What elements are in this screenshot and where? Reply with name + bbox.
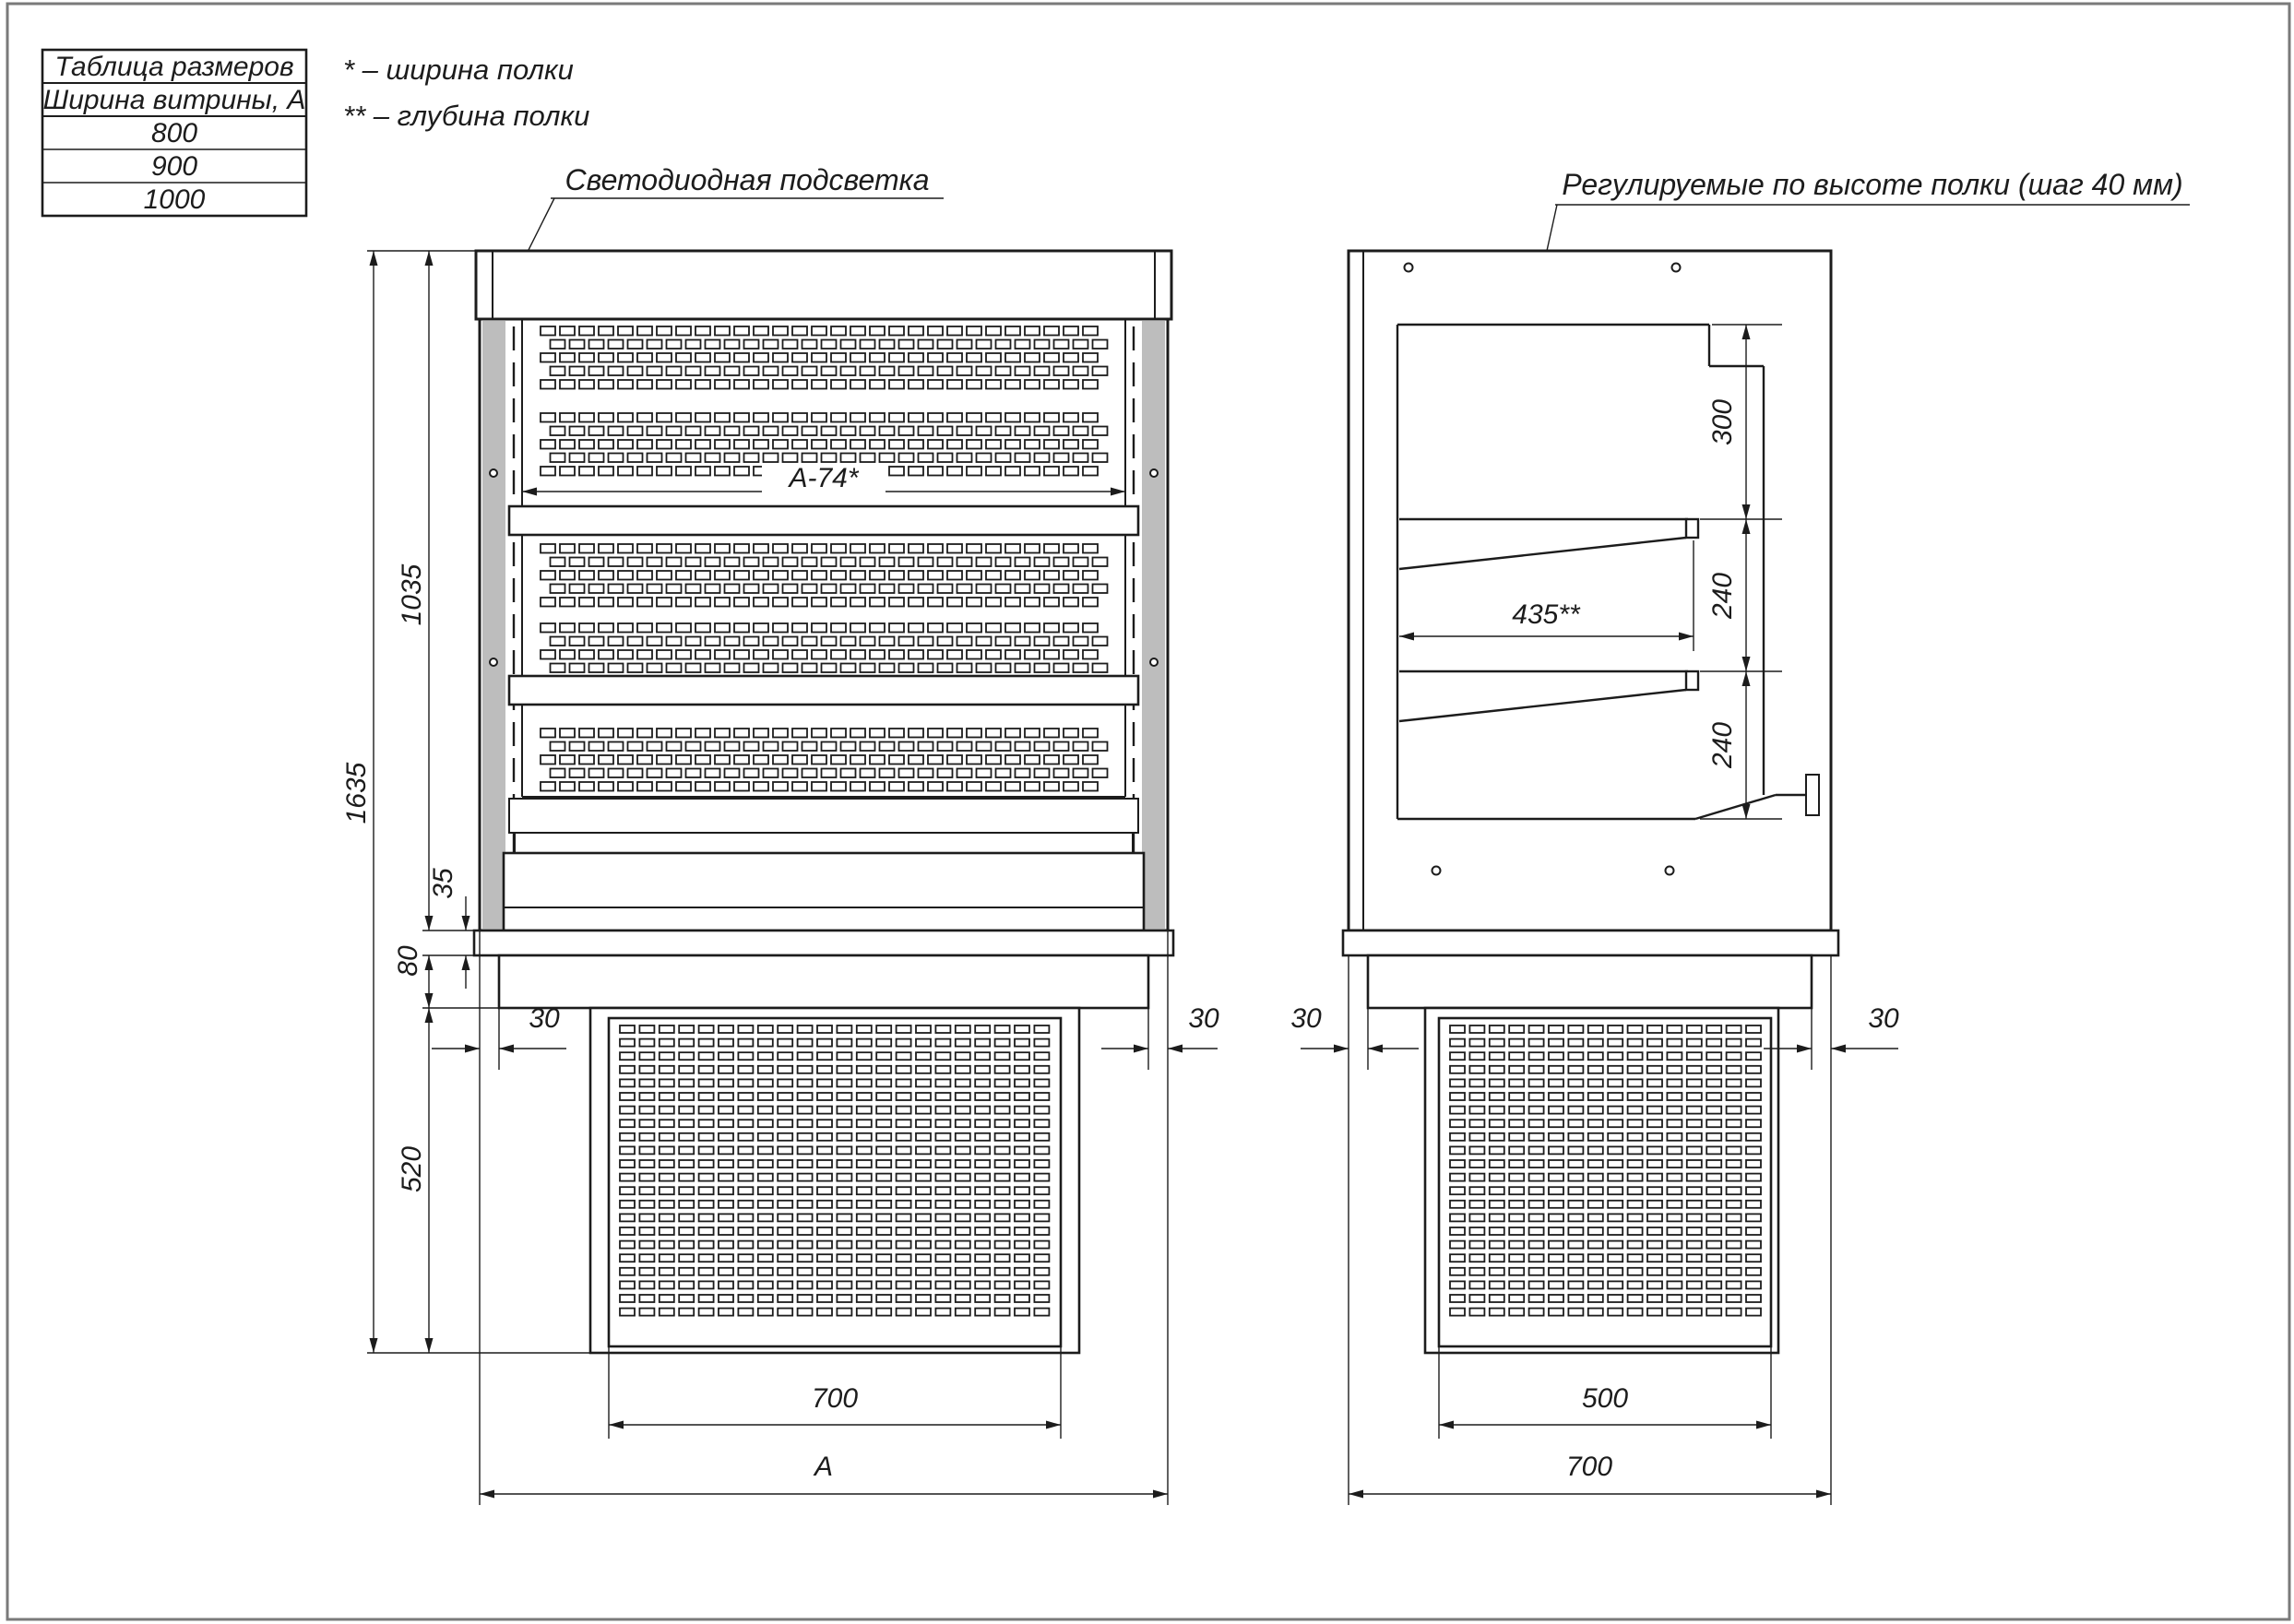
plinth bbox=[1368, 955, 1812, 1008]
screw-hole bbox=[1432, 867, 1441, 875]
side-column-right bbox=[1142, 321, 1165, 929]
dim-shelf-spacing-2: 240 bbox=[1707, 721, 1738, 769]
screw-hole bbox=[1150, 658, 1158, 666]
screw-hole bbox=[490, 469, 497, 477]
shelf-front bbox=[509, 506, 1138, 535]
side-column-left bbox=[482, 321, 505, 929]
screw-hole bbox=[1405, 264, 1413, 272]
screw-hole bbox=[1666, 867, 1674, 875]
front-bottom-panel bbox=[504, 853, 1144, 931]
dim-offset-right: 30 bbox=[1188, 1003, 1219, 1034]
size-table-row: 800 bbox=[150, 118, 198, 148]
canopy bbox=[476, 251, 1171, 319]
ventilation-panel bbox=[609, 1018, 1061, 1346]
dim-shelf-width-value: A-74* bbox=[789, 463, 859, 493]
size-table-header: Ширина витрины, А bbox=[42, 85, 306, 115]
bottom-strip bbox=[515, 833, 1133, 853]
dim-body-height: 1035 bbox=[397, 563, 427, 626]
dim-overall-depth: 700 bbox=[1565, 1452, 1613, 1482]
front-view bbox=[474, 251, 1173, 1353]
dim-offset-right: 30 bbox=[1868, 1003, 1899, 1034]
size-table-row: 1000 bbox=[143, 184, 206, 215]
dim-grill-width: 700 bbox=[811, 1383, 859, 1414]
dim-shelf-spacing-1: 240 bbox=[1707, 572, 1738, 620]
size-table bbox=[42, 50, 306, 216]
shelf-front bbox=[509, 676, 1138, 705]
dim-offset-left: 30 bbox=[1290, 1003, 1322, 1034]
screw-hole bbox=[490, 658, 497, 666]
led-callout-label: Светодиодная подсветка bbox=[565, 163, 930, 196]
plinth bbox=[499, 955, 1148, 1008]
screw-hole bbox=[1672, 264, 1681, 272]
dim-overall-height: 1635 bbox=[341, 762, 372, 824]
shelves-callout-label: Регулируемые по высоте полки (шаг 40 мм) bbox=[1562, 168, 2183, 201]
dim-top-clearance: 300 bbox=[1707, 398, 1738, 446]
bottom-lip bbox=[1343, 931, 1838, 955]
dim-lip-height: 35 bbox=[428, 868, 458, 899]
bottom-lip bbox=[474, 931, 1173, 955]
bottom-deck bbox=[509, 799, 1138, 833]
dim-plinth-height: 80 bbox=[393, 945, 423, 977]
size-table-row: 900 bbox=[150, 151, 198, 182]
shelf-depth-note: ** – глубина полки bbox=[343, 100, 590, 132]
dim-base-height: 520 bbox=[397, 1145, 427, 1193]
side-body bbox=[1349, 251, 1831, 931]
dim-overall-width: A bbox=[814, 1452, 834, 1482]
side-view bbox=[1343, 251, 1838, 1353]
dim-offset-left: 30 bbox=[529, 1003, 560, 1034]
screw-hole bbox=[1150, 469, 1158, 477]
dim-grill-width: 500 bbox=[1581, 1383, 1629, 1414]
latch bbox=[1806, 775, 1819, 815]
size-table-title: Таблица размеров bbox=[54, 52, 294, 82]
shelf-width-note: * – ширина полки bbox=[343, 53, 574, 86]
dim-shelf-depth: 435** bbox=[1512, 599, 1580, 630]
